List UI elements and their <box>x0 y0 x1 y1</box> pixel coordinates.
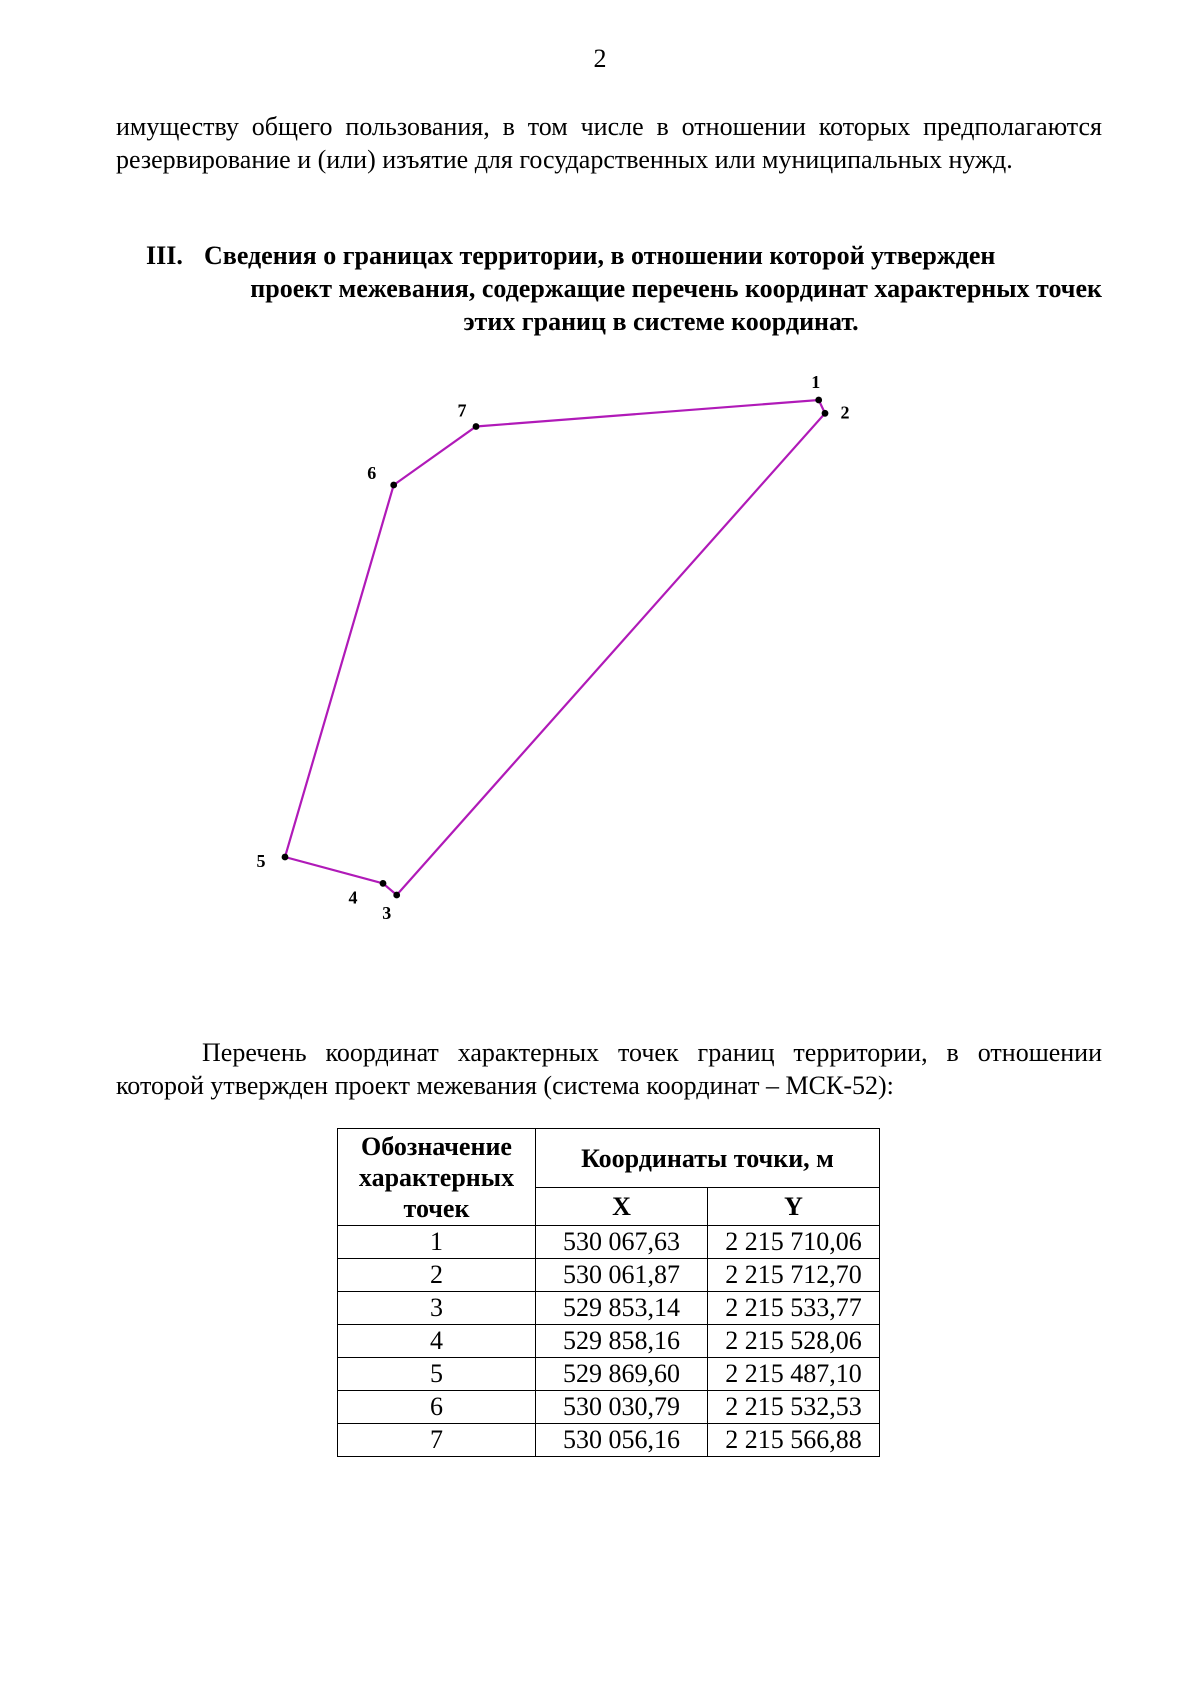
boundary-vertex <box>390 482 397 489</box>
cell-x: 530 067,63 <box>536 1226 708 1259</box>
cell-x: 529 853,14 <box>536 1292 708 1325</box>
table-row <box>338 1358 880 1391</box>
section-heading-line-1 <box>116 239 1102 272</box>
section-heading <box>116 239 1102 338</box>
boundary-vertex <box>815 397 822 404</box>
cell-y: 2 215 532,53 <box>708 1391 880 1424</box>
table-row <box>338 1391 880 1424</box>
table-row <box>338 1226 880 1259</box>
vertex-label: 4 <box>348 887 358 908</box>
boundary-vertex <box>473 423 480 430</box>
intro-paragraph: имуществу общего пользования, в том числе в отношении которых предполагаются резервирование и (или) изъятие для государственных или муниципальных нужд. <box>116 112 1102 174</box>
boundary-diagram <box>256 372 940 1000</box>
boundary-vertex <box>380 880 387 887</box>
vertex-label: 6 <box>367 463 377 483</box>
vertex-label: 1 <box>811 372 821 392</box>
header-y: Y <box>708 1188 880 1226</box>
cell-point: 1 <box>338 1226 536 1259</box>
coordinates-table-body <box>338 1226 880 1457</box>
header-coordinates: Координаты точки, м <box>536 1129 880 1188</box>
section-title-part-1: Сведения о границах территории, в отношении которой утвержден <box>204 241 996 270</box>
cell-x: 529 858,16 <box>536 1325 708 1358</box>
cell-point: 7 <box>338 1424 536 1457</box>
table-row <box>338 1259 880 1292</box>
boundary-vertex <box>282 854 289 861</box>
cell-point: 5 <box>338 1358 536 1391</box>
cell-x: 530 056,16 <box>536 1424 708 1457</box>
cell-point: 3 <box>338 1292 536 1325</box>
cell-y: 2 215 533,77 <box>708 1292 880 1325</box>
cell-y: 2 215 710,06 <box>708 1226 880 1259</box>
cell-x: 530 030,79 <box>536 1391 708 1424</box>
vertex-label: 3 <box>382 903 392 923</box>
boundary-polygon <box>285 400 825 895</box>
table-caption: Перечень координат характерных точек границ территории, в отношении которой утвержден проект межевания (система координат – МСК-52): <box>116 1038 1102 1100</box>
table-row <box>338 1325 880 1358</box>
boundary-vertex <box>822 410 829 417</box>
table-row <box>338 1292 880 1325</box>
section-heading-line-2: проект межевания, содержащие перечень координат характерных точек <box>250 274 1102 303</box>
section-number: III. <box>146 241 183 270</box>
page-number: 2 <box>593 44 607 73</box>
cell-point: 4 <box>338 1325 536 1358</box>
table-row <box>338 1424 880 1457</box>
header-designation: Обозначение характерных точек <box>338 1129 536 1226</box>
header-x: X <box>536 1188 708 1226</box>
cell-point: 2 <box>338 1259 536 1292</box>
cell-y: 2 215 487,10 <box>708 1358 880 1391</box>
cell-y: 2 215 712,70 <box>708 1259 880 1292</box>
vertex-label: 2 <box>840 402 850 423</box>
section-heading-line-3: этих границ в системе координат. <box>463 307 859 336</box>
boundary-vertices <box>282 397 829 899</box>
cell-point: 6 <box>338 1391 536 1424</box>
coordinates-table <box>337 1128 880 1457</box>
cell-y: 2 215 566,88 <box>708 1424 880 1457</box>
cell-x: 530 061,87 <box>536 1259 708 1292</box>
vertex-label: 5 <box>256 851 266 871</box>
cell-x: 529 869,60 <box>536 1358 708 1391</box>
vertex-label: 7 <box>457 400 467 421</box>
boundary-vertex <box>393 892 400 899</box>
cell-y: 2 215 528,06 <box>708 1325 880 1358</box>
